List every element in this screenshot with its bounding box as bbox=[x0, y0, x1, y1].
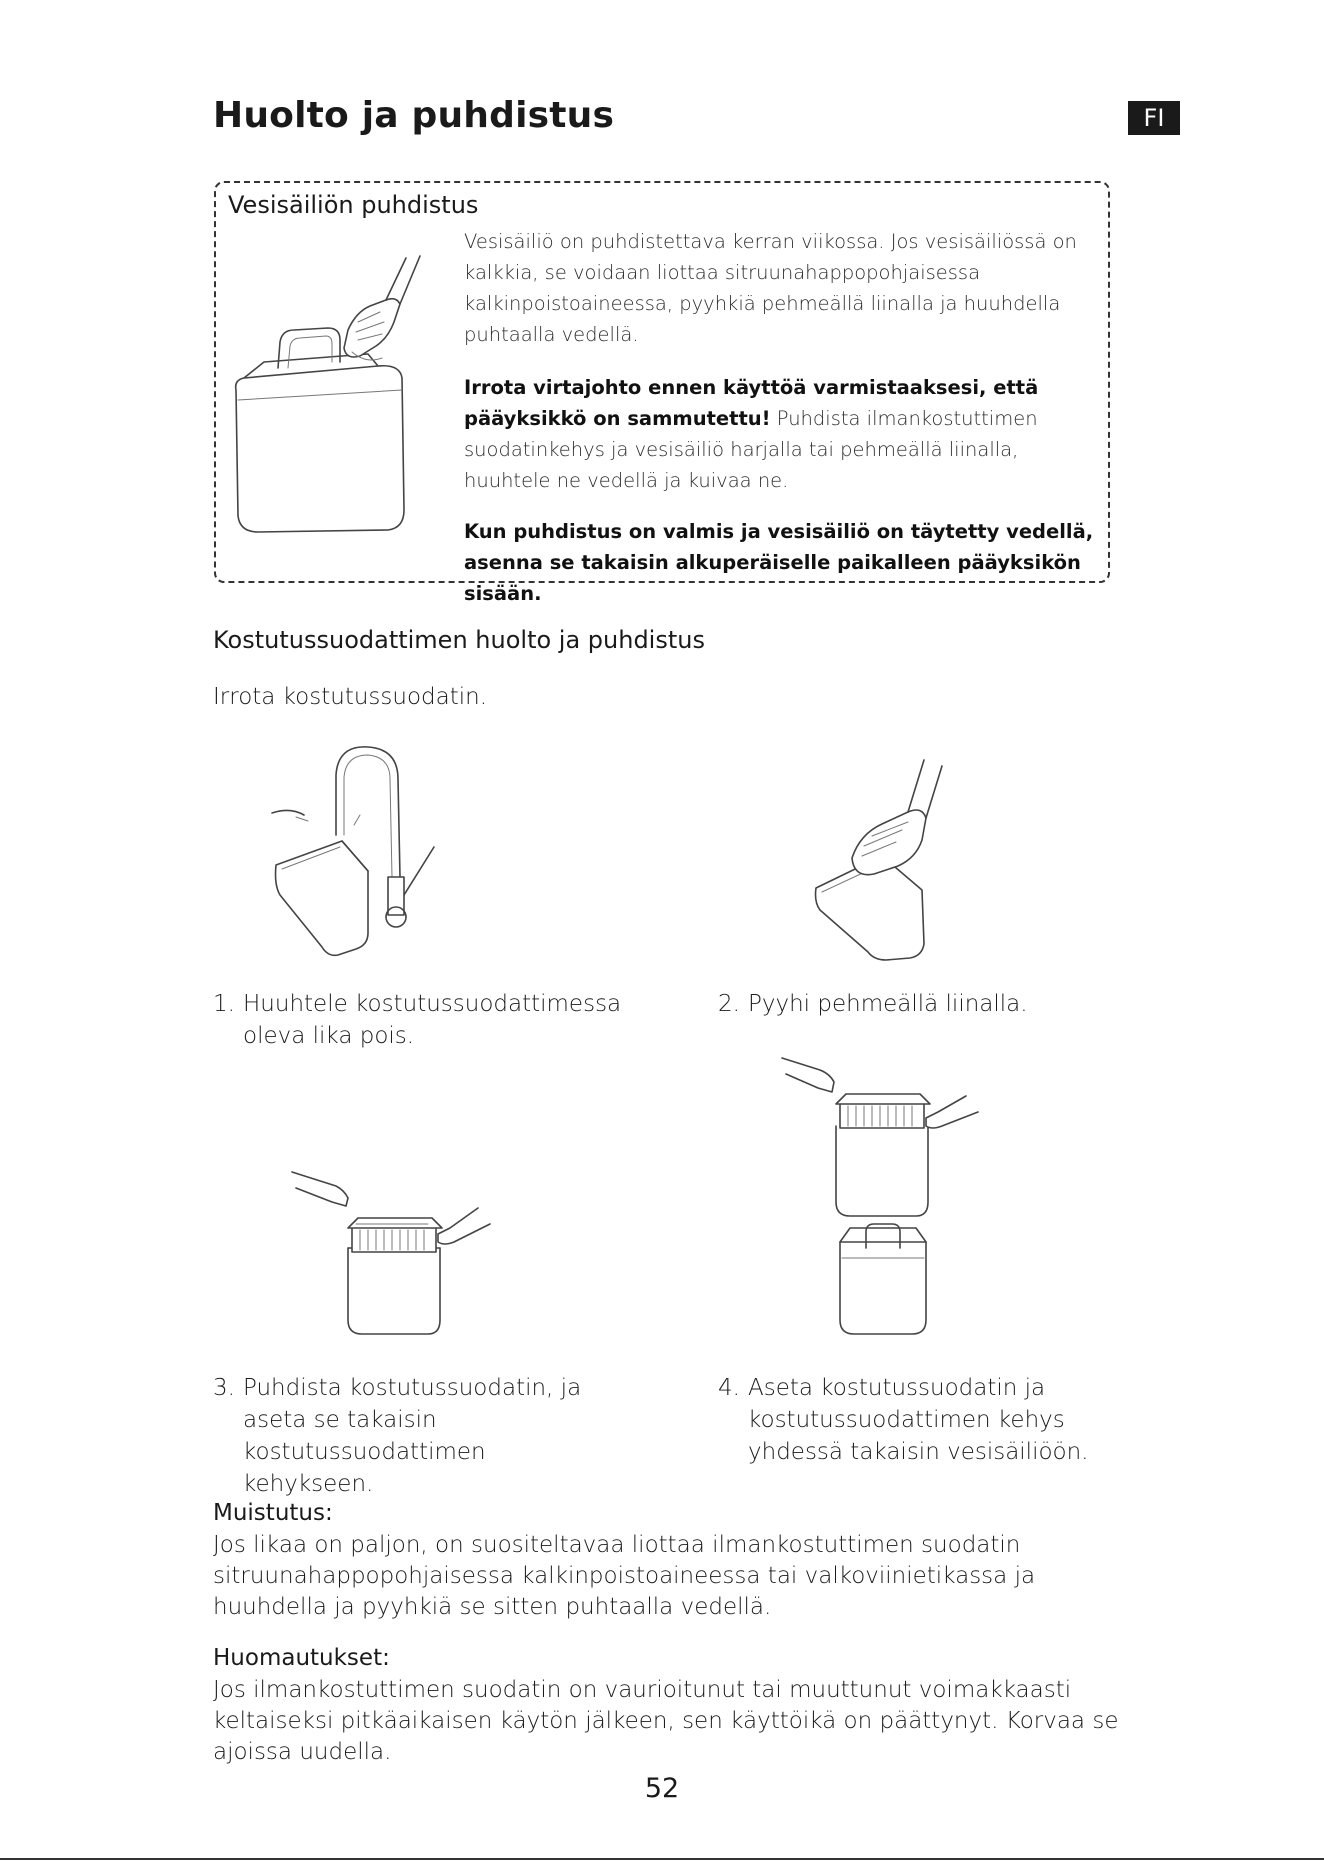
step-1-number: 1. bbox=[213, 991, 235, 1017]
rinse-filter-illustration bbox=[268, 745, 448, 955]
step-2 bbox=[718, 988, 1198, 1020]
reminder-heading: Muistutus: bbox=[213, 1500, 333, 1526]
language-badge: FI bbox=[1128, 101, 1180, 135]
tank-cleaning-paragraph-3: Kun puhdistus on valmis ja vesisäiliö on täytetty vedellä, asenna se takaisin alkuperäiselle paikalleen pääyksikön sisään. bbox=[464, 520, 1094, 605]
step-3 bbox=[213, 1372, 693, 1500]
tank-body-shape bbox=[236, 366, 404, 532]
step-4-text: Aseta kostutussuodatin ja kostutussuodattimen kehys yhdessä takaisin vesisäiliöön. bbox=[748, 1375, 1089, 1465]
filter-section-intro: Irrota kostutussuodatin. bbox=[213, 684, 488, 710]
step-4 bbox=[718, 1372, 1198, 1468]
step-2-text: Pyyhi pehmeällä liinalla. bbox=[748, 991, 1028, 1017]
step-3-number: 3. bbox=[213, 1375, 235, 1401]
page-title: Huolto ja puhdistus bbox=[213, 95, 615, 136]
step-4-number: 4. bbox=[718, 1375, 740, 1401]
step-1-text: Huuhtele kostutussuodattimessa oleva lika pois. bbox=[243, 991, 622, 1049]
reassemble-illustration bbox=[780, 1052, 980, 1342]
filter-into-frame-illustration bbox=[292, 1162, 492, 1342]
notes-text: Jos ilmankostuttimen suodatin on vaurioitunut tai muuttunut voimakkaasti keltaiseksi pitkäaikaisen käytön jälkeen, sen käyttöikä on päättynyt. Korvaa se ajoissa uudella. bbox=[213, 1677, 1119, 1765]
reminder-text: Jos likaa on paljon, on suositeltavaa liottaa ilmankostuttimen suodatin sitruunahappopohjaisessa kalkinpoistoaineessa tai valkoviinietikassa ja huuhdella ja pyyhkiä se sitten puhtaalla vedellä. bbox=[213, 1532, 1036, 1620]
notes-heading: Huomautukset: bbox=[213, 1645, 390, 1671]
step-3-text: Puhdista kostutussuodatin, ja aseta se takaisin kostutussuodattimen kehykseen. bbox=[243, 1375, 582, 1497]
step-2-number: 2. bbox=[718, 991, 740, 1017]
tank-cleaning-paragraph-2 bbox=[464, 372, 1104, 496]
power-warning: Irrota virtajohto ennen käyttöä varmistaaksesi, että pääyksikkö on sammutettu! bbox=[464, 376, 1039, 430]
tank-cleaning-title: Vesisäiliön puhdistus bbox=[228, 191, 479, 219]
tank-wipe-illustration bbox=[228, 282, 428, 532]
bottom-rule bbox=[0, 1858, 1324, 1860]
step-1 bbox=[213, 988, 693, 1052]
wipe-filter-illustration bbox=[812, 760, 982, 960]
tank-cleaning-paragraph-1: Vesisäiliö on puhdistettava kerran viikossa. Jos vesisäiliössä on kalkkia, se voidaan liottaa sitruunahappopohjaisessa kalkinpoistoaineessa, pyyhkiä pehmeällä liinalla ja huuhdella puhtaalla vedellä. bbox=[464, 230, 1077, 346]
page-number: 52 bbox=[644, 1773, 680, 1804]
filter-section-heading: Kostutussuodattimen huolto ja puhdistus bbox=[213, 626, 705, 654]
tank-cleaning-instructions: Puhdista ilmankostuttimen suodatinkehys ja vesisäiliö harjalla tai pehmeällä liinalla, huuhtele ne vedellä ja kuivaa ne. bbox=[464, 407, 1038, 492]
